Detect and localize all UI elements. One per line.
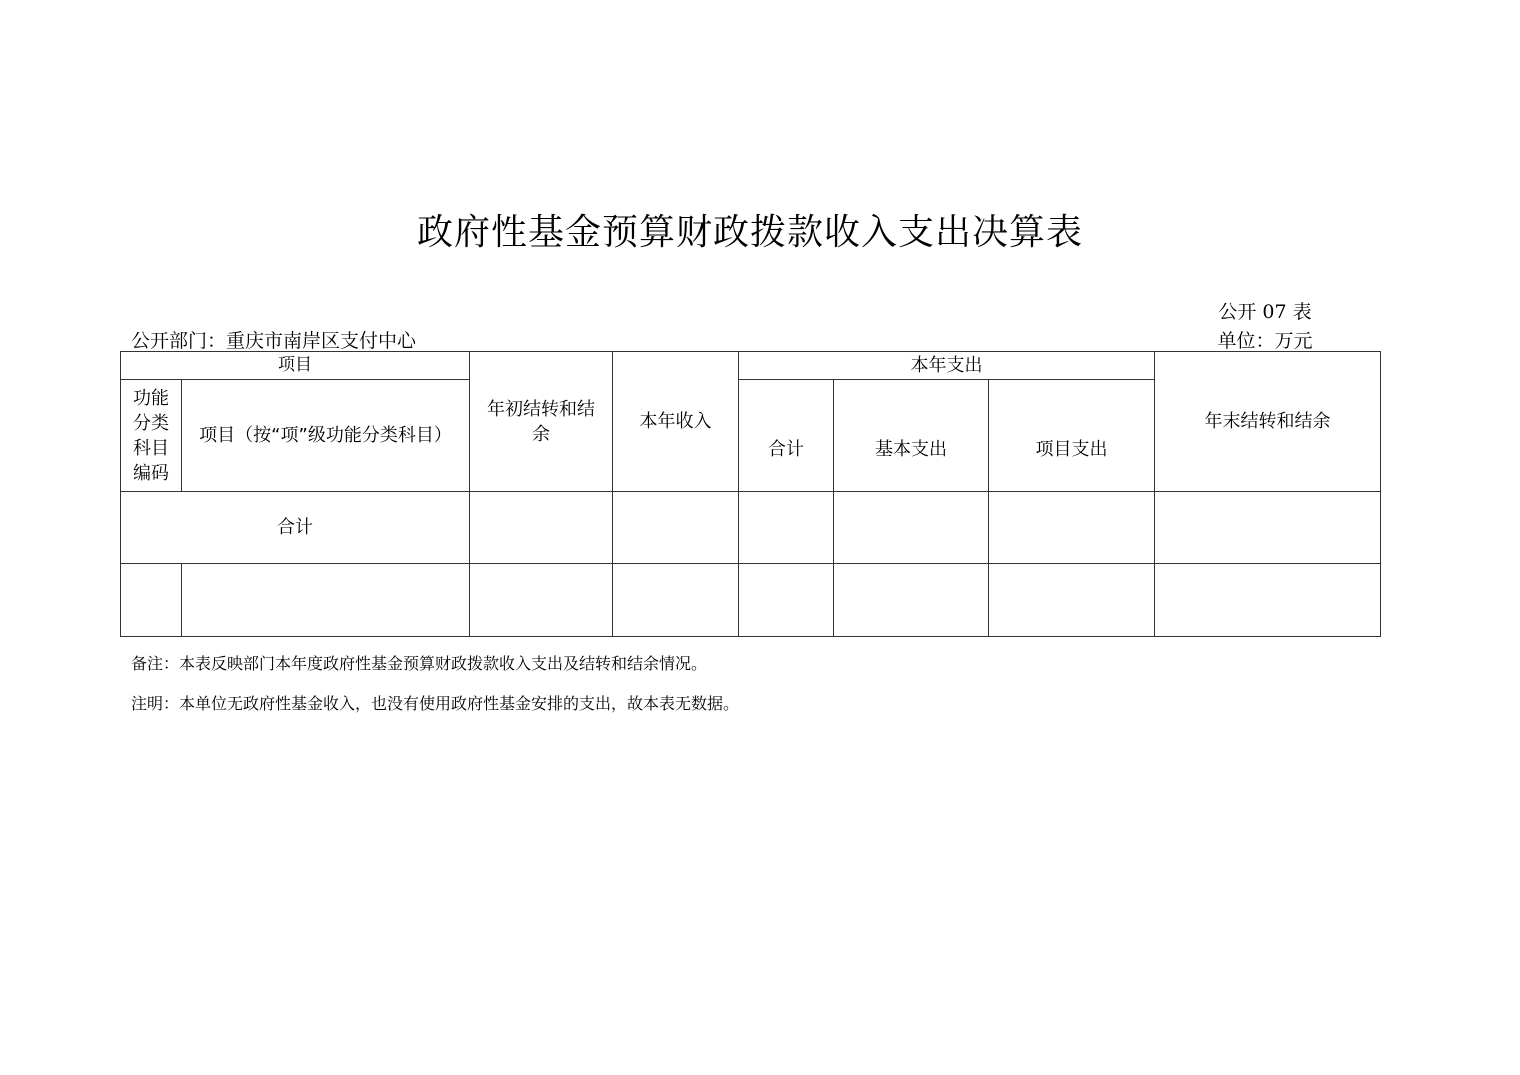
row-opening-balance [470,564,613,637]
header-expense-total: 合计 [739,380,834,492]
total-closing-balance [1155,492,1381,564]
total-basic-expense [834,492,989,564]
row-func-code [121,564,182,637]
header-item: 项目 [121,352,470,380]
header-row-1 [121,352,1381,380]
row-project-expense [989,564,1155,637]
header-func-code: 功能分类科目编码 [121,380,182,492]
header-item-name: 项目（按“项”级功能分类科目） [182,380,470,492]
unit-label: 单位：万元 [1217,330,1313,352]
row-current-income [613,564,739,637]
total-project-expense [989,492,1155,564]
department-label: 公开部门：重庆市南岸区支付中心 [131,330,417,352]
budget-table [120,351,1381,637]
document-title: 政府性基金预算财政拨款收入支出决算表 [416,212,1083,253]
remark-note: 备注：本表反映部门本年度政府性基金预算财政拨款收入支出及结转和结余情况。 [131,654,708,673]
total-current-income [613,492,739,564]
explanation-note: 注明：本单位无政府性基金收入，也没有使用政府性基金安排的支出，故本表无数据。 [131,694,740,713]
header-closing-balance: 年末结转和结余 [1155,352,1381,492]
total-opening-balance [470,492,613,564]
row-expense-total [739,564,834,637]
header-current-income: 本年收入 [613,352,739,492]
header-project-expense: 项目支出 [989,380,1155,492]
header-opening-balance: 年初结转和结余 [470,352,613,492]
total-row [121,492,1381,564]
row-basic-expense [834,564,989,637]
row-item-name [182,564,470,637]
total-label: 合计 [121,492,470,564]
form-code: 公开 07 表 [1218,301,1312,323]
row-closing-balance [1155,564,1381,637]
header-basic-expense: 基本支出 [834,380,989,492]
table-row [121,564,1381,637]
header-current-expense: 本年支出 [739,352,1155,380]
total-expense-total [739,492,834,564]
